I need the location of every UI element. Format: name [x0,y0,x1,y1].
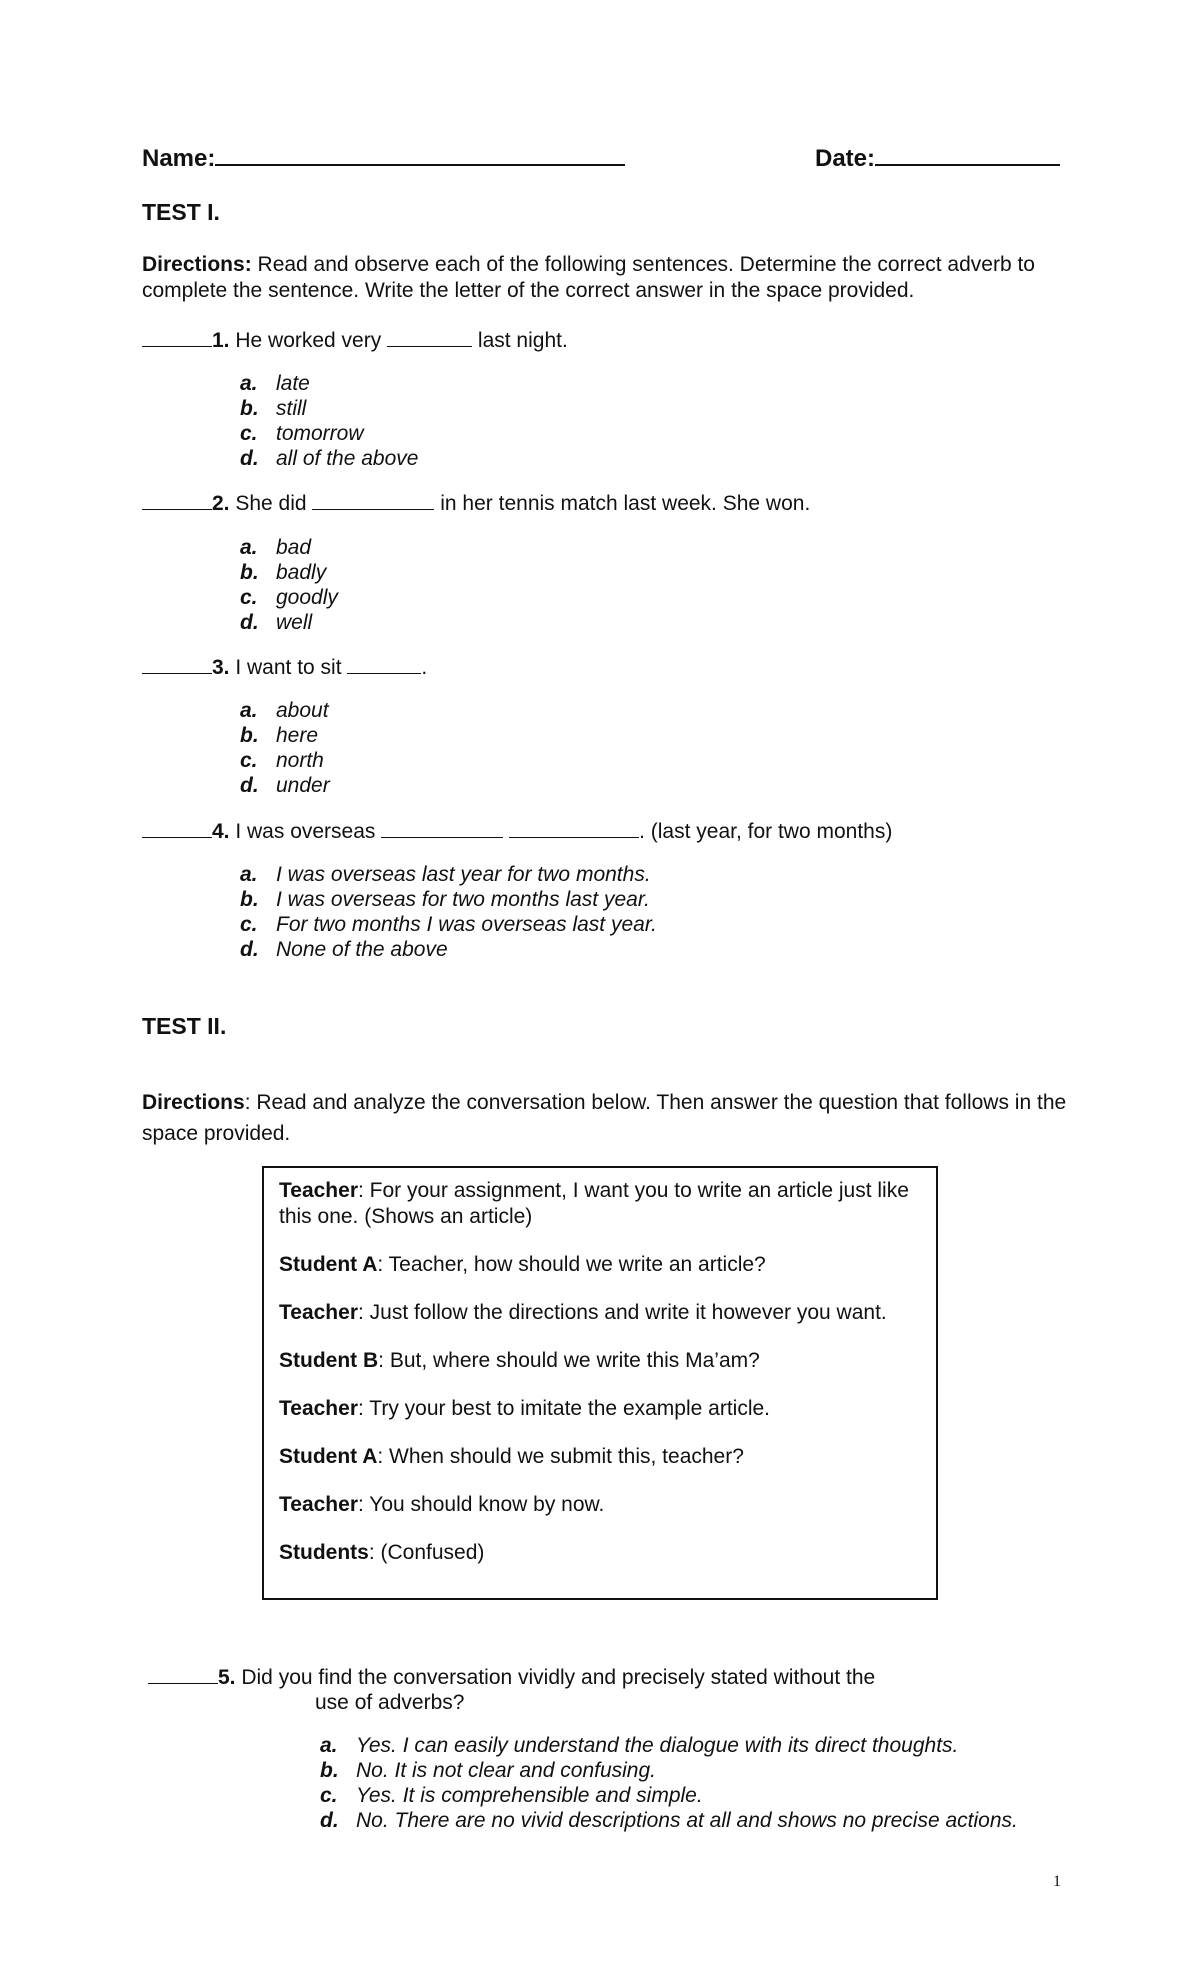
dialogue-line [279,1300,922,1326]
question-1 [142,327,568,354]
dialogue-line [279,1178,922,1230]
option-b[interactable] [240,723,330,748]
option-letter: d. [240,938,259,961]
dialogue-text: : But, where should we write this Ma’am? [378,1349,760,1372]
option-text: well [276,611,313,634]
fill-blank[interactable] [387,327,472,347]
name-field[interactable] [142,142,625,173]
test1-directions-text: Read and observe each of the following sentences. Determine the correct adverb to complete the sentence. Write the letter of the correct answer in the space provided. [142,253,1035,302]
option-letter: b. [320,1759,339,1782]
options-5 [320,1733,1018,1833]
option-a[interactable] [320,1733,1018,1758]
dialogue-text: : Just follow the directions and write it however you want. [358,1301,887,1324]
option-d[interactable] [320,1808,1018,1833]
option-text: No. There are no vivid descriptions at all and shows no precise actions. [356,1809,1018,1832]
option-letter: c. [320,1784,338,1807]
option-c[interactable] [240,912,657,937]
test2-directions-text: : Read and analyze the conversation below. Then answer the question that follows in the space provided. [142,1091,1067,1145]
question-5-line2: use of adverbs? [315,1691,465,1714]
question-text: I was overseas [229,820,382,843]
question-number: 1. [212,329,230,352]
option-letter: c. [240,749,258,772]
option-letter: c. [240,913,258,936]
fill-blank[interactable] [381,818,503,838]
dialogue-box [262,1166,938,1600]
option-d[interactable] [240,446,418,471]
speaker-name: Teacher [279,1493,358,1516]
name-blank[interactable] [215,142,625,166]
option-letter: d. [240,774,259,797]
option-text: goodly [276,586,338,609]
speaker-name: Teacher [279,1179,358,1202]
fill-blank[interactable] [509,818,639,838]
test2-directions [142,1087,1077,1149]
dialogue-line [279,1444,922,1470]
option-text: about [276,699,329,722]
option-b[interactable] [240,560,338,585]
option-d[interactable] [240,610,338,635]
options-4 [240,862,657,962]
option-text: Yes. It is comprehensible and simple. [356,1784,703,1807]
date-blank[interactable] [875,142,1060,166]
option-text: Yes. I can easily understand the dialogue with its direct thoughts. [356,1734,959,1757]
option-text: I was overseas last year for two months. [276,863,651,886]
test1-directions [142,252,1077,304]
question-text: I want to sit [229,656,348,679]
option-text: I was overseas for two months last year. [276,888,650,911]
option-text: north [276,749,324,772]
question-number: 3. [212,656,230,679]
option-text: all of the above [276,447,419,470]
option-text: bad [276,536,312,559]
dialogue-text: : You should know by now. [358,1493,605,1516]
question-text: . [421,656,428,679]
option-letter: d. [240,447,259,470]
option-a[interactable] [240,862,657,887]
question-number: 5. [218,1666,236,1689]
option-letter: a. [240,536,258,559]
option-letter: b. [240,561,259,584]
option-text: tomorrow [276,422,364,445]
dialogue-line [279,1348,922,1374]
dialogue-text: : When should we submit this, teacher? [377,1445,744,1468]
question-3 [142,654,427,681]
speaker-name: Student A [279,1253,378,1276]
option-text: badly [276,561,327,584]
option-a[interactable] [240,535,338,560]
option-b[interactable] [240,396,418,421]
answer-blank-4[interactable] [142,818,212,838]
date-label: Date: [815,145,876,172]
question-number: 2. [212,492,230,515]
date-field[interactable] [815,142,1060,173]
option-text: still [276,397,307,420]
answer-blank-3[interactable] [142,654,212,674]
option-text: For two months I was overseas last year. [276,913,657,936]
speaker-name: Teacher [279,1397,358,1420]
option-c[interactable] [320,1783,1018,1808]
option-d[interactable] [240,937,657,962]
speaker-name: Student B [279,1349,379,1372]
option-letter: d. [320,1809,339,1832]
option-b[interactable] [320,1758,1018,1783]
option-a[interactable] [240,371,418,396]
question-text: Did you find the conversation vividly and precisely stated without the [235,1666,876,1689]
question-text: . (last year, for two months) [639,820,893,843]
test1-title: TEST I. [142,199,220,225]
dialogue-text: : (Confused) [368,1541,485,1564]
dialogue-text: : Teacher, how should we write an article? [377,1253,766,1276]
option-letter: c. [240,586,258,609]
option-letter: a. [320,1734,338,1757]
speaker-name: Teacher [279,1301,358,1324]
question-text: He worked very [229,329,388,352]
dialogue-line [279,1396,922,1422]
dialogue-line [279,1252,922,1278]
option-letter: d. [240,611,259,634]
option-letter: a. [240,699,258,722]
option-letter: a. [240,863,258,886]
option-c[interactable] [240,748,330,773]
question-5 [148,1664,875,1691]
page-number: 1 [1053,1873,1061,1890]
test2-directions-label: Directions [142,1091,245,1114]
option-letter: c. [240,422,258,445]
dialogue-text: : For your assignment, I want you to write an article just like this one. (Shows an article) [279,1179,909,1228]
question-text: She did [229,492,313,515]
options-3 [240,698,330,798]
test2-title: TEST II. [142,1013,227,1039]
option-letter: b. [240,397,259,420]
speaker-name: Students [279,1541,369,1564]
fill-blank[interactable] [347,654,421,674]
answer-blank-1[interactable] [142,327,212,347]
option-letter: b. [240,724,259,747]
dialogue-text: : Try your best to imitate the example article. [358,1397,771,1420]
option-c[interactable] [240,421,418,446]
option-text: No. It is not clear and confusing. [356,1759,656,1782]
answer-blank-5[interactable] [148,1664,218,1684]
dialogue-line [279,1540,922,1566]
option-a[interactable] [240,698,330,723]
test1-directions-label: Directions: [142,253,252,276]
question-number: 4. [212,820,230,843]
dialogue-line [279,1492,922,1518]
options-1 [240,371,418,471]
fill-blank[interactable] [312,490,434,510]
option-text: under [276,774,330,797]
question-2 [142,490,810,517]
question-text: in her tennis match last week. She won. [434,492,811,515]
option-text: here [276,724,319,747]
speaker-name: Student A [279,1445,378,1468]
option-d[interactable] [240,773,330,798]
option-letter: a. [240,372,258,395]
option-b[interactable] [240,887,657,912]
option-c[interactable] [240,585,338,610]
question-4 [142,818,892,845]
options-2 [240,535,338,635]
option-text: late [276,372,310,395]
answer-blank-2[interactable] [142,490,212,510]
option-text: None of the above [276,938,448,961]
option-letter: b. [240,888,259,911]
question-text: last night. [472,329,568,352]
name-label: Name: [142,145,216,172]
